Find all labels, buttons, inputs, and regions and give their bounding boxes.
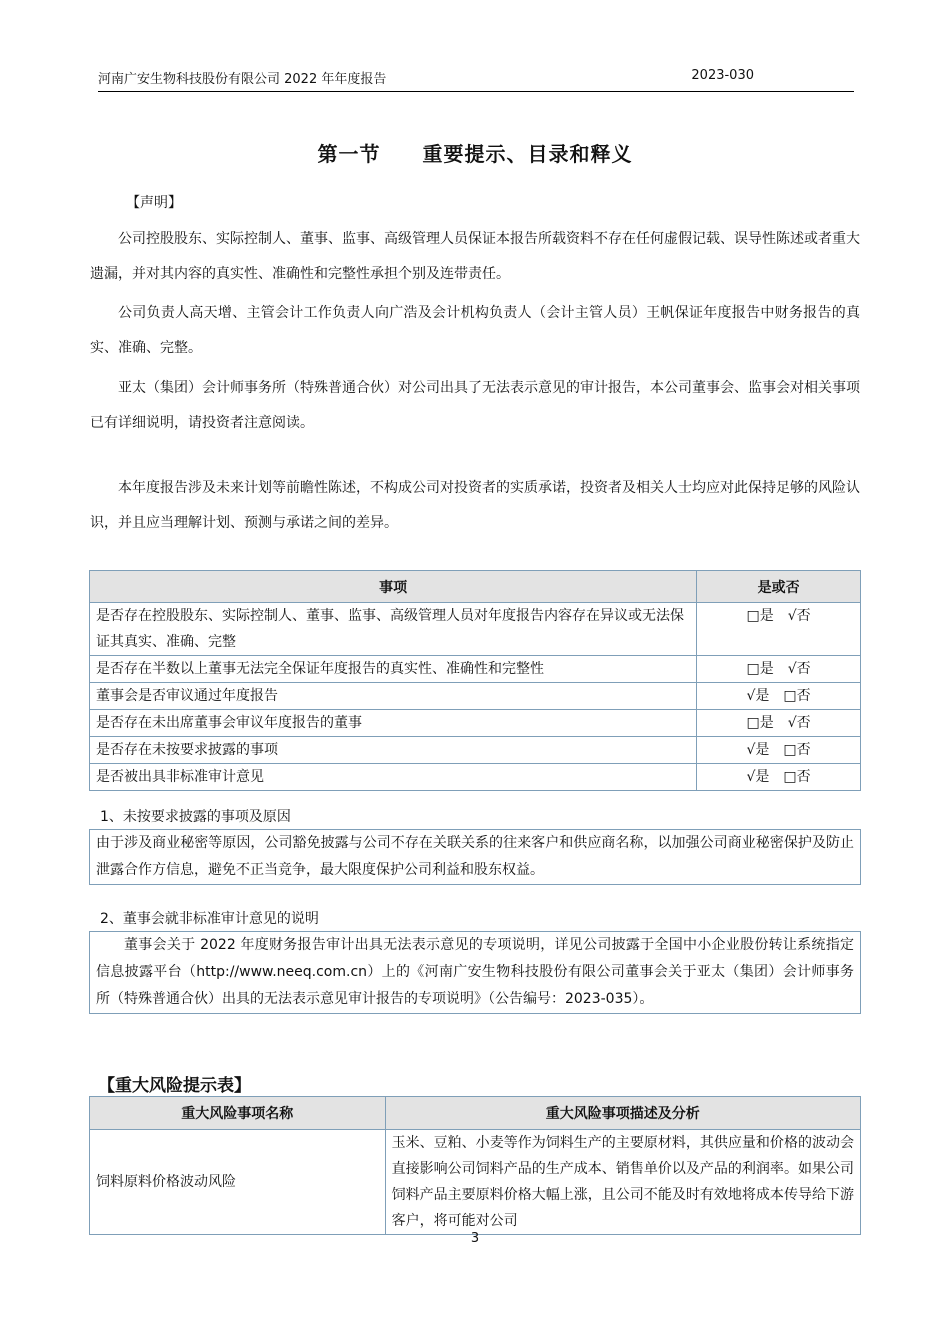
undisclosed-items-reason: 由于涉及商业秘密等原因，公司豁免披露与公司不存在关联关系的往来客户和供应商名称，以加强公司商业秘密保护及防止泄露合作方信息，避免不正当竞争，最大限度保护公司利益和股东权益。: [89, 829, 861, 885]
section-title: 第一节 重要提示、目录和释义: [317, 142, 633, 166]
row-item: 是否被出具非标准审计意见: [90, 764, 697, 791]
row-item: 是否存在未按要求披露的事项: [90, 737, 697, 764]
undisclosed-items-title: 1、未按要求披露的事项及原因: [100, 809, 291, 825]
row-item: 是否存在半数以上董事无法完全保证年度报告的真实性、准确性和完整性: [90, 656, 697, 683]
column-header-yes-no: 是或否: [697, 571, 861, 603]
row-answer: □是 √否: [697, 603, 861, 656]
table-row: [90, 603, 861, 656]
confirmation-table: [89, 570, 861, 791]
row-item: 董事会是否审议通过年度报告: [90, 683, 697, 710]
table-row: [90, 1130, 861, 1235]
row-answer: □是 √否: [697, 710, 861, 737]
audit-opinion-explanation: 董事会关于 2022 年度财务报告审计出具无法表示意见的专项说明，详见公司披露于全国中小企业股份转让系统指定信息披露平台（http://www.neeq.com.cn）上的《河南广安生物科技股份有限公司董事会关于亚太（集团）会计师事务所（特殊普通合伙）出具的无法表示意见审计报告的专项说明》（公告编号：2023-035）。: [89, 931, 861, 1014]
table-row: [90, 710, 861, 737]
risk-table-title: 【重大风险提示表】: [98, 1076, 251, 1096]
row-answer: √是 □否: [697, 737, 861, 764]
header-report-number: 2023-030: [691, 68, 754, 83]
statement-paragraph-2: 公司负责人高天增、主管会计工作负责人向广浩及会计机构负责人（会计主管人员）王帆保证年度报告中财务报告的真实、准确、完整。: [90, 305, 860, 356]
row-answer: √是 □否: [697, 683, 861, 710]
statement-paragraph-3: 亚太（集团）会计师事务所（特殊普通合伙）对公司出具了无法表示意见的审计报告，本公司董事会、监事会对相关事项已有详细说明，请投资者注意阅读。: [90, 380, 860, 431]
table-row: [90, 683, 861, 710]
risk-description: 玉米、豆粕、小麦等作为饲料生产的主要原材料，其供应量和价格的波动会直接影响公司饲料产品的生产成本、销售单价以及产品的利润率。如果公司饲料产品主要原料价格大幅上涨，且公司不能及时有效地将成本传导给下游客户，将可能对公司: [385, 1130, 860, 1235]
page-number: 3: [470, 1231, 480, 1246]
risk-table: [89, 1096, 861, 1235]
page-header: [98, 68, 854, 92]
header-report-title: 河南广安生物科技股份有限公司 2022 年年度报告: [98, 72, 387, 87]
statement-paragraph-1: 公司控股股东、实际控制人、董事、监事、高级管理人员保证本报告所载资料不存在任何虚假记载、误导性陈述或者重大遗漏，并对其内容的真实性、准确性和完整性承担个别及连带责任。: [90, 231, 860, 282]
risk-name: 饲料原料价格波动风险: [90, 1130, 386, 1235]
row-item: 是否存在未出席董事会审议年度报告的董事: [90, 710, 697, 737]
audit-opinion-title: 2、董事会就非标准审计意见的说明: [100, 911, 319, 927]
table-header-row: [90, 571, 861, 603]
column-header-item: 事项: [90, 571, 697, 603]
row-answer: □是 √否: [697, 656, 861, 683]
column-header-risk-desc: 重大风险事项描述及分析: [385, 1097, 860, 1130]
table-header-row: [90, 1097, 861, 1130]
column-header-risk-name: 重大风险事项名称: [90, 1097, 386, 1130]
row-answer: √是 □否: [697, 764, 861, 791]
row-item: 是否存在控股股东、实际控制人、董事、监事、高级管理人员对年度报告内容存在异议或无法保证其真实、准确、完整: [90, 603, 697, 656]
table-row: [90, 737, 861, 764]
statement-paragraph-4: 本年度报告涉及未来计划等前瞻性陈述，不构成公司对投资者的实质承诺，投资者及相关人士均应对此保持足够的风险认识，并且应当理解计划、预测与承诺之间的差异。: [90, 480, 860, 531]
table-row: [90, 656, 861, 683]
statement-label: 【声明】: [126, 195, 182, 211]
table-row: [90, 764, 861, 791]
